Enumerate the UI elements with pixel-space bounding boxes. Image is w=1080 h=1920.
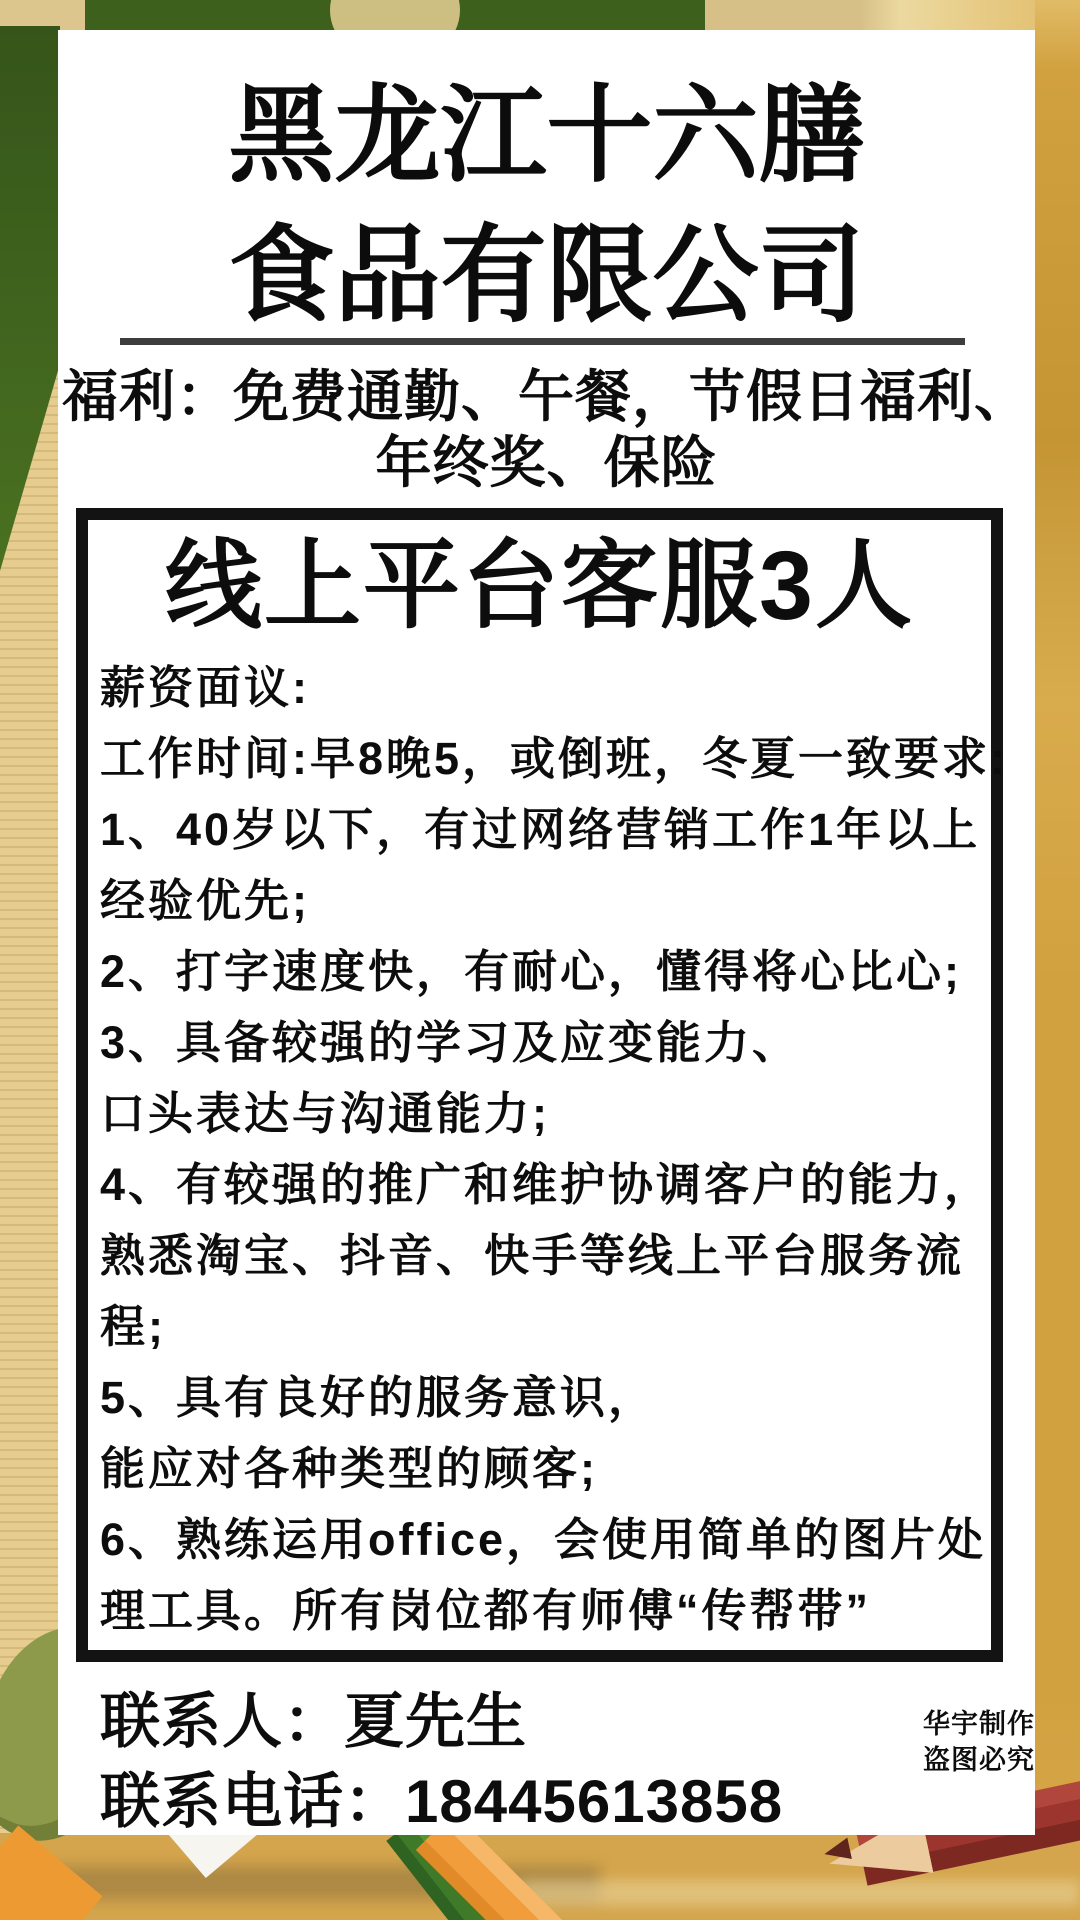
job-requirement-line: 6、熟练运用office，会使用简单的图片处 [100, 1514, 987, 1565]
company-name-line2: 食品有限公司 [228, 217, 865, 335]
job-requirement-line: 5、具有良好的服务意识， [100, 1372, 657, 1423]
job-requirement-line: 工作时间:早8晚5，或倒班，冬夏一致要求: [100, 733, 1009, 784]
job-position-title: 线上平台客服3人 [165, 531, 914, 640]
title-divider-line [120, 338, 965, 345]
job-requirement-line: 程; [100, 1301, 166, 1352]
job-requirement-line: 3、具备较强的学习及应变能力、 [100, 1017, 801, 1068]
job-requirement-line: 薪资面议: [100, 662, 310, 713]
job-requirement-line: 熟悉淘宝、抖音、快手等线上平台服务流 [100, 1230, 965, 1281]
job-details-box [76, 508, 1009, 1662]
sand-texture-light-streak [520, 1880, 1080, 1906]
job-requirement-line: 1、40岁以下，有过网络营销工作1年以上 [100, 804, 981, 855]
contact-phone: 联系电话：18445613858 [100, 1768, 784, 1835]
watermark-line1: 华宇制作 [923, 1709, 1035, 1739]
job-requirement-line: 能应对各种类型的顾客; [100, 1443, 598, 1494]
job-requirement-line: 2、打字速度快，有耐心，懂得将心比心; [100, 946, 963, 997]
job-requirement-line: 理工具。所有岗位都有师傅“传帮带” [100, 1585, 872, 1636]
company-name [58, 66, 1035, 346]
job-requirement-line: 口头表达与沟通能力; [100, 1088, 550, 1139]
job-requirement-line: 经验优先; [100, 875, 310, 926]
watermark [835, 1706, 1035, 1778]
job-requirement-line: 4、有较强的推广和维护协调客户的能力， [100, 1159, 993, 1210]
watermark-line2: 盗图必究 [923, 1745, 1035, 1775]
welfare-line2: 年终奖、保险 [375, 431, 718, 494]
job-requirements-list [100, 652, 1009, 1646]
welfare-text [58, 364, 1035, 496]
company-name-line1: 黑龙江十六膳 [228, 77, 865, 195]
contact-person: 联系人：夏先生 [100, 1688, 527, 1755]
welfare-line1: 福利：免费通勤、午餐，节假日福利、 [62, 365, 1031, 428]
contact-block [100, 1682, 783, 1842]
background-right-strip [1035, 0, 1080, 1920]
poster-card [58, 30, 1035, 1835]
